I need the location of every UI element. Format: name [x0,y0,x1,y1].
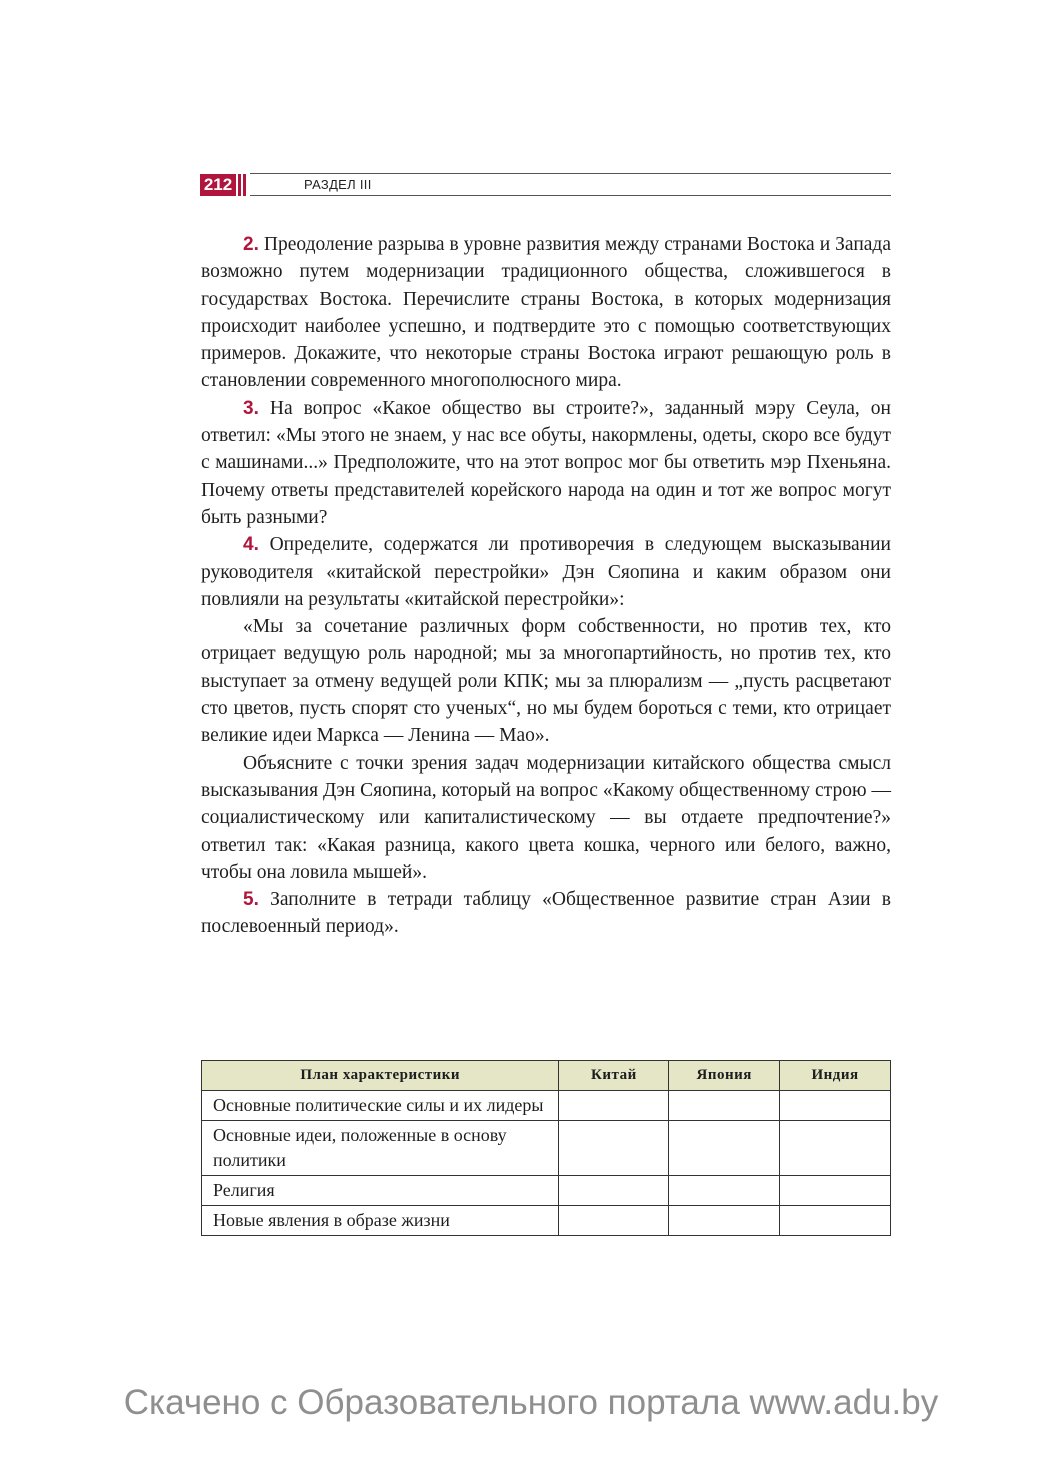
page-content [201,231,891,941]
table-cell [559,1091,669,1121]
task-3 [201,395,891,531]
task-2 [201,231,891,395]
table-cell [559,1206,669,1236]
table-cell [780,1121,891,1176]
running-header [200,172,891,198]
table-cell [669,1091,780,1121]
task-text: Заполните в тетради таблицу «Общественное развитие стран Азии в послевоенный период». [201,889,891,938]
table-header-cell: Индия [780,1061,891,1091]
task-4 [201,531,891,613]
task-number: 5. [243,889,259,911]
table-header-cell: Китай [559,1061,669,1091]
table-cell [559,1176,669,1206]
task-4-quote: «Мы за сочетание различных форм собственности, но против тех, кто отрицает ведущую роль народной; мы за многопартийность, но против тех, кто выступает за отмену ведущей роли КПК; мы за плюрализм — „пусть расцветают сто цветов, пусть спорят сто ученых“, но мы будем бороться с теми, кто отрицает великие идеи Маркса — Ленина — Мао». [201,616,891,747]
table-header-row [202,1061,891,1091]
page-number: 212 [200,174,236,196]
table-cell: Основные идеи, положенные в основу политики [202,1121,559,1176]
task-4-followup: Объясните с точки зрения задач модернизации китайского общества смысл высказывания Дэн Сяопина, который на вопрос «Какому общественному строю — социалистическому или капиталистическому — вы отдаете предпочтение?» ответил так: «Какая разница, какого цвета кошка, черного или белого, важно, чтобы она ловила мышей». [201,752,891,883]
section-title: РАЗДЕЛ III [304,177,372,192]
header-rule-top [250,173,891,174]
table-header-cell: План характеристики [202,1061,559,1091]
table-cell: Новые явления в образе жизни [202,1206,559,1236]
table-row [202,1206,891,1236]
task-text: Определите, содержатся ли противоречия в следующем высказывании руководителя «китайской перестройки» Дэн Сяопина и каким образом они повлияли на результаты «китайской перестройки»: [201,534,891,610]
characteristics-table [201,1060,891,1236]
task-number: 2. [243,234,259,255]
table-cell [669,1206,780,1236]
table-cell [669,1176,780,1206]
header-rule-bottom [250,195,891,196]
table-cell: Основные политические силы и их лидеры [202,1091,559,1121]
task-number: 4. [243,534,259,556]
table-row [202,1176,891,1206]
download-watermark: Скачено с Образовательного портала www.adu.by [123,1383,939,1422]
table-cell [780,1206,891,1236]
table-row [202,1121,891,1176]
table-cell [669,1121,780,1176]
table-cell [780,1176,891,1206]
task-text: На вопрос «Какое общество вы строите?», заданный мэру Сеула, он ответил: «Мы этого не знаем, у нас все обуты, накормлены, одеты, скоро все будут с машинами...» Предположите, что на этот вопрос мог бы ответить мэр Пхеньяна. Почему ответы представителей корейского народа на один и тот же вопрос могут быть разными? [201,397,891,528]
task-number: 3. [243,397,259,419]
table-row [202,1091,891,1121]
header-accent-bar [238,174,241,196]
table-cell: Религия [202,1176,559,1206]
task-text: Преодоление разрыва в уровне развития между странами Востока и Запада возможно путем модернизации традиционного общества, сложившегося в государствах Востока. Перечислите страны Востока, в которых модернизация происходит наиболее успешно, и подтвердите это с помощью соответствующих примеров. Докажите, что некоторые страны Востока играют решающую роль в становлении современного многополюсного мира. [201,234,891,392]
header-accent-bar [243,174,246,196]
table-cell [559,1121,669,1176]
task-5 [201,886,891,941]
table-cell [780,1091,891,1121]
table-header-cell: Япония [669,1061,780,1091]
